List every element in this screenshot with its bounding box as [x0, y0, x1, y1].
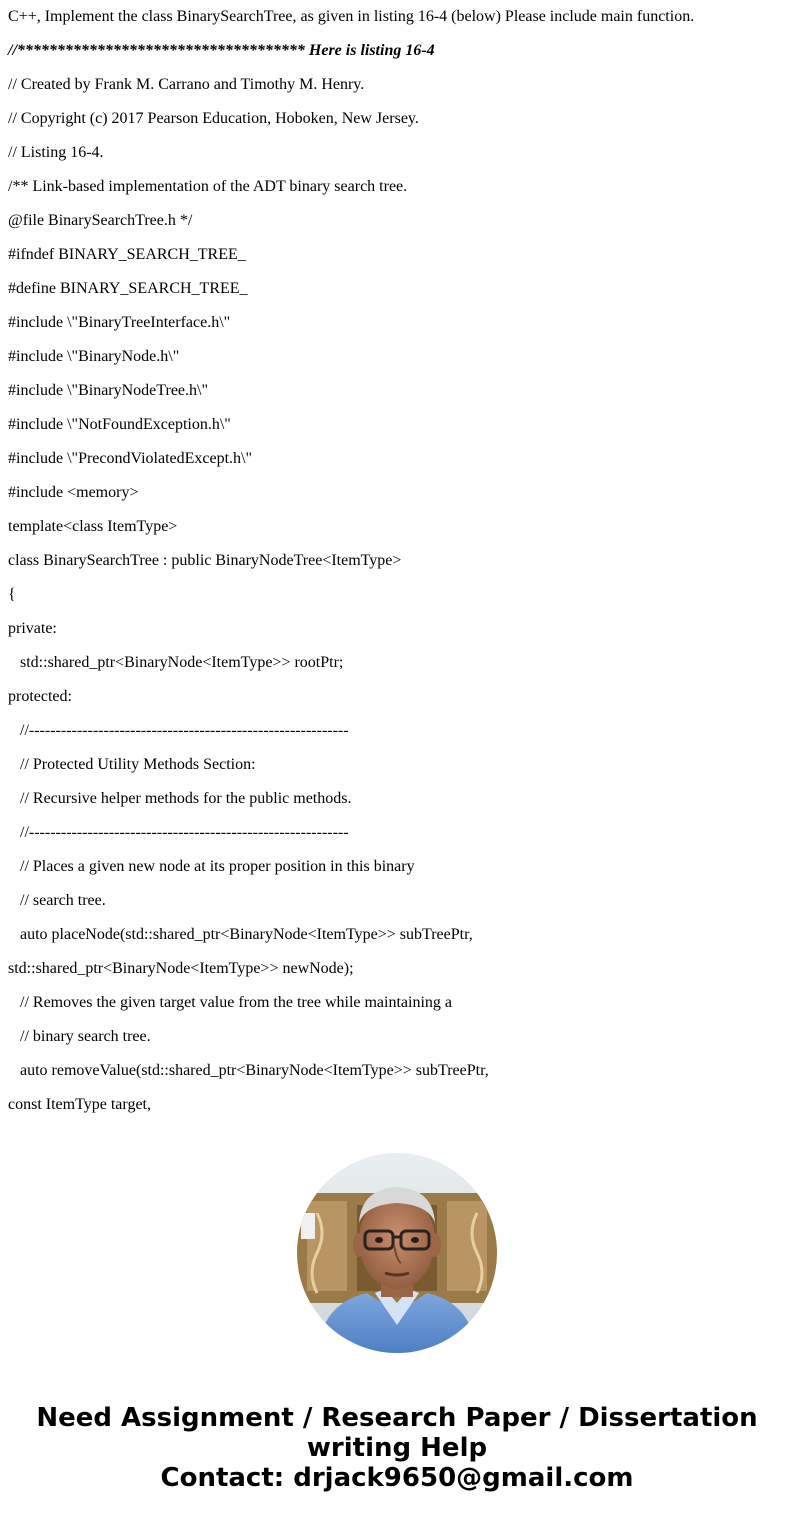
code-line: // search tree. — [8, 892, 106, 909]
person-photo-icon — [297, 1153, 497, 1353]
code-line: #include \"BinaryNodeTree.h\" — [8, 382, 208, 399]
listing-heading: //************************************ Here is listing 16-4 — [8, 42, 435, 59]
code-line: #include \"NotFoundException.h\" — [8, 416, 231, 433]
question-content — [8, 6, 788, 1128]
code-line: auto removeValue(std::shared_ptr<BinaryNode<ItemType>> subTreePtr, — [8, 1062, 489, 1079]
code-line: // Places a given new node at its proper position in this binary — [8, 858, 415, 875]
code-line: #include \"BinaryTreeInterface.h\" — [8, 314, 231, 331]
code-line: const ItemType target, — [8, 1096, 151, 1113]
ad-line-1: Need Assignment / Research Paper / Dissertation — [36, 1403, 758, 1433]
code-line: class BinarySearchTree : public BinaryNodeTree<ItemType> — [8, 552, 402, 569]
code-line: #include <memory> — [8, 484, 139, 501]
code-line: template<class ItemType> — [8, 518, 178, 535]
code-line: // Removes the given target value from the tree while maintaining a — [8, 994, 453, 1011]
ad-contact: Contact: drjack9650@gmail.com — [160, 1463, 634, 1493]
avatar — [297, 1153, 497, 1353]
code-line: // Created by Frank M. Carrano and Timothy M. Henry. — [8, 76, 365, 93]
code-line: // Listing 16-4. — [8, 144, 104, 161]
code-line: auto placeNode(std::shared_ptr<BinaryNode<ItemType>> subTreePtr, — [8, 926, 473, 943]
code-line: // binary search tree. — [8, 1028, 151, 1045]
question-intro: C++, Implement the class BinarySearchTree, as given in listing 16-4 (below) Please include main function. — [8, 8, 695, 25]
code-line: #include \"BinaryNode.h\" — [8, 348, 180, 365]
code-line: // Protected Utility Methods Section: — [8, 756, 256, 773]
code-line: // Recursive helper methods for the public methods. — [8, 790, 352, 807]
ad-banner — [0, 1403, 794, 1493]
code-line: #ifndef BINARY_SEARCH_TREE_ — [8, 246, 246, 263]
code-line: /** Link-based implementation of the ADT binary search tree. — [8, 178, 408, 195]
code-line: //------------------------------------------------------------ — [8, 824, 349, 841]
code-line: @file BinarySearchTree.h */ — [8, 212, 193, 229]
code-line: std::shared_ptr<BinaryNode<ItemType>> newNode); — [8, 960, 354, 977]
code-line: #include \"PrecondViolatedExcept.h\" — [8, 450, 253, 467]
code-line: //------------------------------------------------------------ — [8, 722, 349, 739]
code-line: { — [8, 586, 16, 603]
code-line: private: — [8, 620, 57, 637]
code-line: protected: — [8, 688, 72, 705]
ad-line-2: writing Help — [306, 1433, 488, 1463]
code-line: #define BINARY_SEARCH_TREE_ — [8, 280, 248, 297]
code-line: std::shared_ptr<BinaryNode<ItemType>> rootPtr; — [8, 654, 344, 671]
code-line: // Copyright (c) 2017 Pearson Education, Hoboken, New Jersey. — [8, 110, 419, 127]
